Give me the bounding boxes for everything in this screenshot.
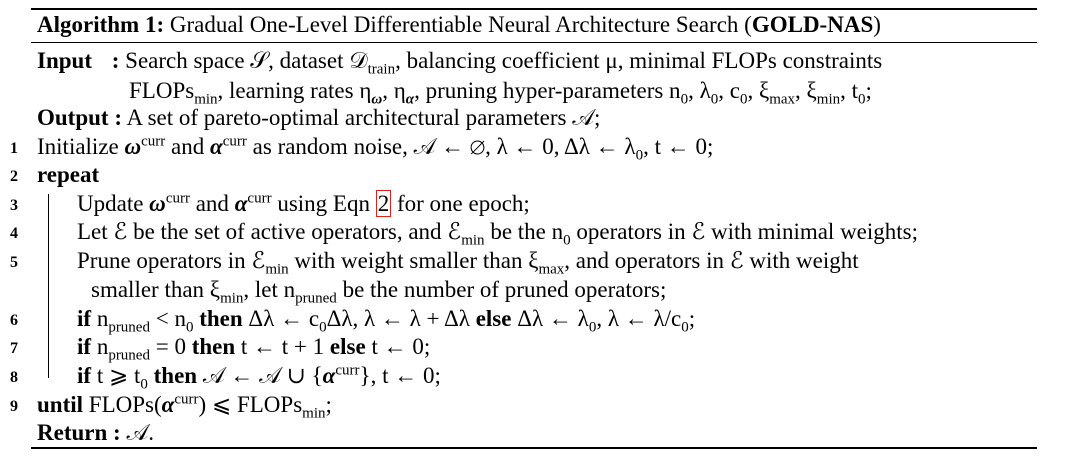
l5-text-c: , and operators in ℰ with weight <box>564 248 859 273</box>
l8-b: 𝒜 ← 𝒜 ∪ { <box>197 363 323 388</box>
n0-sub: 0 <box>680 91 689 108</box>
l8-alpha-sup: curr <box>335 362 360 379</box>
l1-rest: as random noise, 𝒜 ← ∅, λ ← 0, Δλ ← λ <box>246 134 636 159</box>
line-number-7: 7 <box>10 340 18 357</box>
algorithm-name: Gradual One-Level Differentiable Neural Architecture Search ( <box>169 12 752 37</box>
l6-if: if <box>77 306 92 331</box>
l1-and: and <box>165 134 211 159</box>
l8-then: then <box>147 363 198 388</box>
l3-using: using Eqn <box>271 191 376 216</box>
line-4 <box>77 219 919 249</box>
eqn-ref-link[interactable]: 2 <box>377 191 390 216</box>
l9-a: FLOPs( <box>83 392 162 417</box>
l6-lt: < n <box>149 306 186 331</box>
l3-alpha: α <box>234 191 248 216</box>
l6-e: Δλ ← λ <box>511 306 589 331</box>
l5-text-b: with weight smaller than ξ <box>288 248 539 273</box>
output-text: A set of pareto-optimal architectural parameters 𝒜; <box>126 105 601 130</box>
input-text-1-rest: , balancing coefficient μ, minimal FLOPs constraints <box>395 48 883 73</box>
lr-text-2: , η <box>382 78 406 103</box>
l3-omega-sup: curr <box>165 190 190 207</box>
l6-end: ; <box>688 306 696 331</box>
l1-alpha: α <box>210 134 223 159</box>
l6-c: Δλ ← c <box>242 306 320 331</box>
l7-n: n <box>91 334 109 359</box>
l8-t0-sub: 0 <box>140 376 148 393</box>
l5-min-sub: min <box>265 261 289 278</box>
output-line <box>37 105 600 131</box>
l5-text-e: , let n <box>243 277 296 302</box>
prune-hp-text: , pruning hyper-parameters n <box>414 78 681 103</box>
line-number-2: 2 <box>10 168 18 185</box>
l4-text-c: operators in ℰ with minimal weights; <box>570 219 919 244</box>
l3-alpha-sup: curr <box>247 190 272 207</box>
input-sub-train: train <box>367 61 396 78</box>
l1-lambda0-sub: 0 <box>635 147 644 164</box>
l7-eq: = 0 <box>149 334 186 359</box>
line-number-9: 9 <box>10 398 18 415</box>
l7-if: if <box>77 334 92 359</box>
line-number-5: 5 <box>10 254 18 271</box>
algorithm-label: Algorithm 1: <box>37 12 165 37</box>
t-text: , t <box>840 78 859 103</box>
l1-omega: ω <box>124 134 142 159</box>
l7-c: t ← t + 1 <box>235 334 325 359</box>
line-number-1: 1 <box>10 140 18 157</box>
input-line-2 <box>129 78 872 108</box>
l6-else: else <box>469 306 512 331</box>
l8-alpha: α <box>322 363 336 388</box>
l5-text: Prune operators in ℰ <box>77 248 266 273</box>
return-line <box>37 420 154 446</box>
l4-text-b: be the n <box>484 219 564 244</box>
l1-initialize: Initialize <box>37 134 125 159</box>
l5-max-sub: max <box>538 261 565 278</box>
l9-b: ) ⩽ FLOPs <box>198 392 303 417</box>
l6-then: then <box>193 306 243 331</box>
l1-alpha-sup: curr <box>222 133 247 150</box>
lambda-text: , λ <box>688 78 711 103</box>
output-label: Output : <box>37 105 122 130</box>
bottom-rule <box>31 447 1037 449</box>
l5-ximin-sub: min <box>220 290 244 307</box>
l4-n0-sub: 0 <box>563 232 571 249</box>
line-number-4: 4 <box>10 225 18 242</box>
line-8 <box>77 362 441 393</box>
line-3 <box>77 191 530 217</box>
omega-sub: ω <box>371 91 383 108</box>
l6-c0-sub: 0 <box>319 319 327 336</box>
line-number-6: 6 <box>10 312 18 329</box>
l7-d: t ← 0; <box>365 334 431 359</box>
l7-pruned-sub: pruned <box>108 347 150 364</box>
input-label: Input <box>37 48 92 73</box>
line-number-3: 3 <box>10 197 18 214</box>
input-text-1: Search space 𝒮, dataset 𝒟 <box>125 48 368 73</box>
l5-text-f: be the number of pruned operators; <box>336 277 667 302</box>
ximax-text: , ξ <box>747 78 770 103</box>
l3-end: for one epoch; <box>391 191 530 216</box>
input-end: ; <box>865 78 872 103</box>
flops-text: FLOPs <box>129 78 195 103</box>
l1-omega-sup: curr <box>141 133 166 150</box>
l9-min-sub: min <box>302 405 326 422</box>
l8-if: if <box>77 363 92 388</box>
t0-sub: 0 <box>858 91 866 108</box>
lr-text: , learning rates η <box>217 78 372 103</box>
return-text: 𝒜. <box>120 420 154 445</box>
line-5 <box>77 248 859 278</box>
input-colon: : <box>111 48 120 73</box>
l8-c: }, t ← 0; <box>359 363 441 388</box>
ximin-sub: min <box>816 91 841 108</box>
title-rule <box>31 42 1037 43</box>
line-7 <box>77 334 431 364</box>
l6-f: , λ ← λ/c <box>596 306 682 331</box>
algorithm-title <box>37 12 881 38</box>
l7-then: then <box>185 334 236 359</box>
ximax-sub: max <box>769 91 796 108</box>
line-1 <box>37 133 714 164</box>
l5-pruned-sub: pruned <box>295 290 337 307</box>
top-rule <box>31 8 1037 10</box>
c0-sub: 0 <box>739 91 748 108</box>
l6-n0-sub: 0 <box>185 319 194 336</box>
l8-a: t ⩾ t <box>91 363 141 388</box>
input-line-1 <box>37 48 883 78</box>
l4-text: Let ℰ be the set of active operators, and ℰ <box>77 219 462 244</box>
l3-and: and <box>189 191 235 216</box>
l5-text-d: smaller than ξ <box>91 277 221 302</box>
l9-until: until <box>37 392 84 417</box>
l7-else: else <box>324 334 366 359</box>
l1-end: , t ← 0; <box>643 134 714 159</box>
return-label: Return : <box>37 420 121 445</box>
l4-min-sub: min <box>461 232 485 249</box>
line-5-cont <box>91 277 667 307</box>
loop-body-bar <box>48 194 49 378</box>
l3-omega: ω <box>149 191 166 216</box>
flops-min-sub: min <box>194 91 218 108</box>
algorithm-close: ) <box>873 12 881 37</box>
l6-lambda0-sub: 0 <box>588 319 597 336</box>
ximin-text: , ξ <box>795 78 817 103</box>
line-6 <box>77 306 696 336</box>
alpha-sub: α <box>405 91 415 108</box>
l9-end: ; <box>325 392 332 417</box>
l9-alpha: α <box>161 392 175 417</box>
l3-update: Update <box>77 191 150 216</box>
l9-alpha-sup: curr <box>174 391 199 408</box>
l6-c0b-sub: 0 <box>681 319 689 336</box>
line-2-repeat: repeat <box>37 162 100 187</box>
l6-pruned-sub: pruned <box>108 319 150 336</box>
c-text: , c <box>718 78 740 103</box>
l6-n: n <box>91 306 109 331</box>
l6-d: Δλ, λ ← λ + Δλ <box>326 306 470 331</box>
line-number-8: 8 <box>10 369 18 386</box>
line-9 <box>37 391 332 422</box>
lambda0-sub: 0 <box>710 91 719 108</box>
algorithm-abbr: GOLD-NAS <box>751 12 874 37</box>
